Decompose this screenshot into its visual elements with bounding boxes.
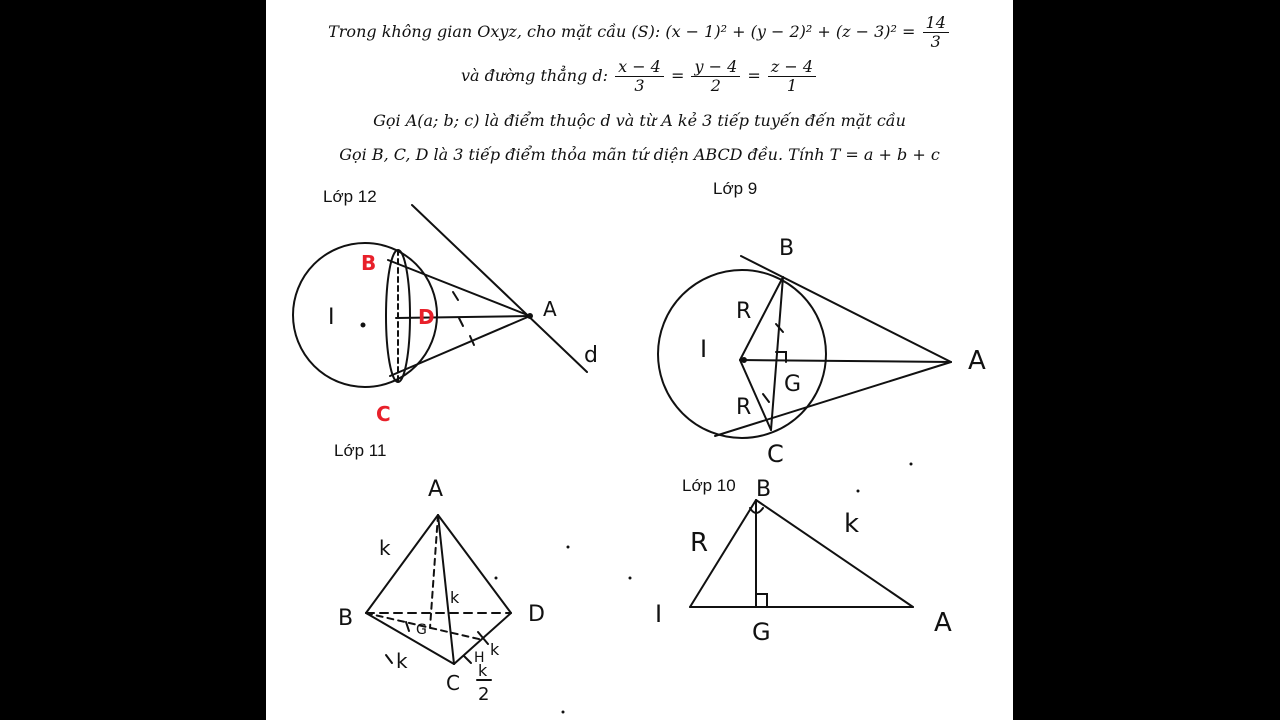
- point-I-dot: [362, 324, 365, 327]
- fig9-label-R1: R: [736, 299, 752, 324]
- fig11-label-C: C: [446, 671, 460, 695]
- fig10-label-G: G: [752, 618, 771, 646]
- fig9-label-R2: R: [736, 395, 752, 420]
- fig11-label-G: G: [416, 622, 427, 638]
- fraction-denominator: 3: [930, 32, 941, 51]
- fig10-label-A: A: [934, 608, 952, 638]
- fraction-z: $\frac{z - 4}{1}$: [768, 58, 816, 95]
- problem-line-3: Gọi A(a; b; c) là điểm thuộc d và từ A kẻ 3 tiếp tuyến đến mặt cầu: [373, 111, 906, 130]
- fig11-label-k4: k: [490, 640, 500, 659]
- fig10-label-B: B: [756, 477, 772, 502]
- point-A-dot: [528, 314, 532, 318]
- fig10-label-I: I: [655, 600, 663, 628]
- fig9-label-B: B: [779, 236, 795, 261]
- section-label-lop10: Lớp 10: [682, 476, 736, 495]
- fraction-x: $\frac{x - 4}{3}$: [615, 58, 664, 95]
- line-IA: [740, 360, 951, 362]
- fig11-label-H: H: [474, 650, 485, 666]
- fig11-half-den: 2: [478, 684, 490, 705]
- tangent-AD: [396, 316, 530, 318]
- line-d: [412, 205, 587, 372]
- fig11-label-k2: k: [396, 649, 408, 673]
- edge-AB: [366, 515, 438, 613]
- edge-BC: [366, 613, 454, 664]
- fig9-label-C: C: [767, 440, 784, 468]
- tangent-BA: [741, 256, 951, 362]
- fig11-label-k3: k: [450, 588, 460, 607]
- fig11-label-D: D: [528, 602, 545, 627]
- section-label-lop12: Lớp 12: [323, 187, 377, 206]
- fig12-label-D: D: [418, 305, 435, 329]
- fig12-label-I: I: [328, 305, 335, 330]
- fig9-label-G: G: [784, 372, 802, 397]
- segment-BA: [756, 500, 913, 607]
- fraction-y: $\frac{y - 4}{2}$: [691, 58, 740, 95]
- figure-lop12: [293, 205, 587, 387]
- fig12-label-B: B: [361, 251, 377, 275]
- edge-AD: [438, 515, 511, 613]
- whiteboard-page: [266, 0, 1013, 720]
- problem-line-4: Gọi B, C, D là 3 tiếp điểm thỏa mãn tứ diện ABCD đều. Tính T = a + b + c: [339, 145, 940, 164]
- fig11-label-B: B: [338, 606, 354, 631]
- fraction-numerator: 14: [923, 14, 949, 33]
- fig9-label-A: A: [968, 346, 986, 376]
- fig11-half-num: k: [478, 661, 488, 680]
- chord-BC: [771, 277, 783, 430]
- fig11-label-A: A: [428, 477, 444, 502]
- right-angle-G: [756, 594, 767, 607]
- fig12-label-A: A: [543, 297, 557, 321]
- fig9-label-I: I: [700, 335, 708, 363]
- tangent-AC: [390, 316, 530, 376]
- problem-line-1-text: Trong không gian Oxyz, cho mặt cầu (S): (x − 1)² + (y − 2)² + (z − 3)² =: [328, 22, 916, 41]
- stray-dots: [495, 463, 913, 714]
- fig12-label-d: d: [584, 343, 598, 368]
- problem-line-2: và đường thẳng d: $\frac{x - 4}{3}$ = $\frac{y - 4}{2}$ = $\frac{z - 4}{1}$: [266, 58, 1013, 95]
- drawings-canvas: [266, 0, 1013, 720]
- fig10-label-k: k: [844, 509, 860, 539]
- fig12-label-C: C: [376, 402, 391, 426]
- fig10-label-R: R: [690, 528, 709, 558]
- problem-line-2-text: và đường thẳng d:: [460, 66, 608, 85]
- section-label-lop9: Lớp 9: [713, 179, 758, 198]
- section-label-lop11: Lớp 11: [334, 441, 387, 460]
- height-AG: [430, 515, 438, 628]
- figure-lop10: [690, 500, 913, 607]
- fig11-label-k1: k: [379, 536, 391, 560]
